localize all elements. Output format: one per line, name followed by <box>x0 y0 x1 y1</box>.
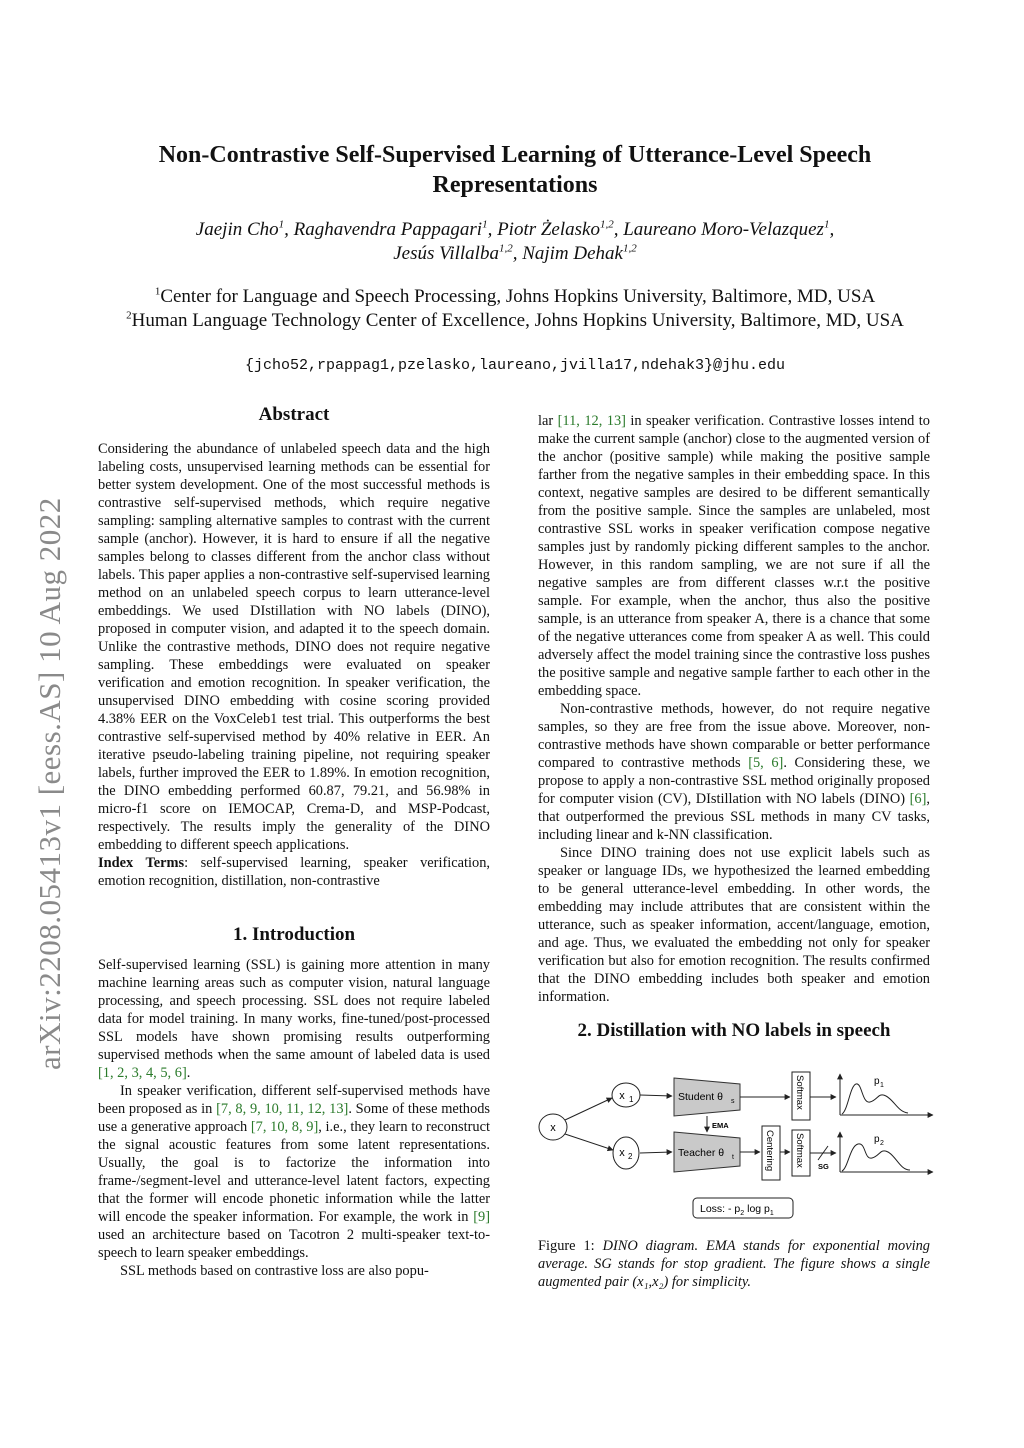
section-1-heading: 1. Introduction <box>232 924 356 945</box>
paragraph: Self-supervised learning (SSL) is gaining more attention in many machine learning areas such as computer vision, natural language processing, and speech processing. SSL does not require labeled data for model training. In many works, fine-tuned/post-processed SSL models have shown promising results outperforming supervised methods when the same amount of labeled data is used [1, 2, 3, 4, 5, 6]. <box>98 957 490 1081</box>
x1-node <box>612 1083 640 1107</box>
paragraph: Non-contrastive methods, however, do not require negative samples, so they are free from the issue above. Moreover, non-contrastive methods have shown comparable or better performance compared to contrastive methods [5, 6]. Considering these, we propose to apply a non-contrastive SSL method originally proposed for computer vision (CV), DIstillation with NO labels (DINO) [6], that outperformed the previous SSL methods in many CV tasks, including linear and k-NN classification. <box>538 701 931 843</box>
dino-diagram <box>538 1060 938 1230</box>
svg-text:2: 2 <box>628 1152 633 1161</box>
affiliation-2: $^2$Human Language Technology Center of Excellence, Johns Hopkins University, Baltimore, MD, USA <box>126 309 904 331</box>
p1-label: p <box>874 1076 880 1087</box>
svg-text:Softmax: Softmax <box>794 1075 805 1110</box>
citation-link[interactable]: [7, 10, 8, 9] <box>250 1119 319 1135</box>
paragraph: lar [11, 12, 13] in speaker verification. Contrastive losses intend to make the current sample (anchor) close to the augmented version of the anchor (positive sample) while making the positive sample farther from the negative samples in their embedding space. In this context, negative samples are desired to be different semantically from the positive sample. Since the samples are unlabeled, most contrastive SSL works in speaker verification compose negative samples just by randomly picking different samples to the anchor. However, in this random sampling, we are not sure if all the negative samples are from different classes w.r.t the positive sample. For example, when the anchor, thus also the positive sample, is an utterance from speaker A, there is a chance that some of the negative utterances come from speaker A as well. This could adversely affect the model training since the contrastive loss pushes the positive sample and negative sample farther to each other in the embedding space. <box>538 413 930 699</box>
svg-text:1: 1 <box>880 1082 884 1089</box>
citation-link[interactable]: [1, 2, 3, 4, 5, 6] <box>98 1065 187 1081</box>
paper-title: Non-Contrastive Self-Supervised Learning of Utterance-Level Speech Representations <box>158 142 872 198</box>
input-x-label: x <box>550 1122 556 1134</box>
author-affiliation: 1,2 <box>599 218 614 231</box>
author-affiliation: 1 <box>278 218 285 231</box>
citation-link[interactable]: [9] <box>473 1209 490 1225</box>
arxiv-stamp: arXiv:2208.05413v1 [eess.AS] 10 Aug 2022 <box>32 497 67 1070</box>
citation-link[interactable]: [11, 12, 13] <box>557 413 626 429</box>
author-emails: {jcho52,rpappag1,pzelasko,laureano,jvilla17,ndehak3}@jhu.edu <box>244 357 786 374</box>
author-name: Piotr Żelasko <box>497 219 600 240</box>
author-name: Raghavendra Pappagari <box>293 219 483 240</box>
sg-label: SG <box>818 1162 829 1171</box>
author-name: Jaejin Cho <box>195 219 279 240</box>
paragraph: In speaker verification, different self-supervised methods have been proposed as in [7, 8, 9, 10, 11, 12, 13]. Some of these methods use a generative approach [7, 10, 8, 9], i.e., they learn to reconstruct the signal acoustic features from some latent representations. Usually, the goal is to factorize the information into frame-/segment-level and utterance-level latent factors, expecting that the former will encode phonetic information while the latter will encode the speaker information. For example, the work in [9] used an architecture based on Tacotron 2 multi-speaker text-to-speech to learn speaker embeddings. <box>98 1083 490 1261</box>
author-affiliation: 1 <box>823 218 830 231</box>
author-affiliation: 1,2 <box>498 242 513 255</box>
ema-label: EMA <box>712 1121 729 1130</box>
paragraph: Since DINO training does not use explicit labels such as speaker or language IDs, we hypothesized the learned embedding to be general utterance-level embedding. In other words, the embedding may include attributes that are consistent within the utterance, such as speaker information, accent/language, emotion, and age. Thus, we evaluated the embedding not only for speaker verification but also for emotion recognition. The results confirmed that the DINO embedding includes both speaker and emotion information. <box>538 845 930 1005</box>
x2-node <box>613 1137 639 1169</box>
svg-text:Teacher θ: Teacher θ <box>678 1147 725 1159</box>
paragraph: SSL methods based on contrastive loss are also popu- <box>120 1263 429 1279</box>
author-affiliation: 1,2 <box>623 242 637 255</box>
svg-text:Centering: Centering <box>764 1130 775 1172</box>
abstract-text: Considering the abundance of unlabeled speech data and the high labeling costs, unsupervised learning methods can be essential for better system development. One of the most successful methods is contrastive self-supervised methods, which require negative sampling: sampling alternative samples to contrast with the current sample (anchor). However, it is hard to ensure if all the negative samples belong to classes different from the anchor class without labels. This paper applies a non-contrastive self-supervised learning method on an unlabeled speech corpus to learn utterance-level embeddings. We used DIstillation with NO labels (DINO), proposed in computer vision, and adapted it to the speech domain. Unlike the contrastive methods, DINO does not require negative sampling. These embeddings were evaluated on speaker verification and emotion recognition. In speaker verification, the unsupervised DINO embedding with cosine scoring provided 4.38% EER on the VoxCeleb1 test trial. This outperforms the best contrastive self-supervised method by 40% relative in EER. An iterative pseudo-labeling training pipeline, not requiring speaker labels, further improved the EER to 1.89%. In emotion recognition, the DINO embedding performed 60.87, 79.21, and 56.98% in micro-f1 score on IEMOCAP, Crema-D, and MSP-Podcast, respectively. The results imply the generality of the DINO embedding to different speech applications. <box>98 441 490 853</box>
arrow-x-to-x1 <box>565 1098 612 1120</box>
p2-label: p <box>874 1134 880 1145</box>
arrow-x-to-x2 <box>565 1134 613 1150</box>
citation-link[interactable]: [6] <box>909 791 927 807</box>
right-column-body <box>538 412 930 1006</box>
arrow-x2-to-teacher <box>640 1152 672 1153</box>
index-terms: Index Terms: self-supervised learning, speaker verification, emotion recognition, distillation, non-contrastive <box>98 855 490 889</box>
abstract-heading: Abstract <box>258 404 330 425</box>
author-name: Jesús Villalba <box>393 243 499 264</box>
author-name: Najim Dehak <box>522 243 623 264</box>
svg-text:t: t <box>732 1154 734 1161</box>
svg-text:Softmax: Softmax <box>794 1133 805 1168</box>
author-name: Laureano Moro-Velazquez <box>623 219 824 240</box>
p1-curve <box>842 1084 908 1114</box>
citation-link[interactable]: [5, 6] <box>748 755 784 771</box>
svg-text:x: x <box>619 1090 625 1102</box>
author-affiliation: 1 <box>482 218 488 231</box>
introduction-body <box>98 956 490 1280</box>
affiliations <box>100 285 930 333</box>
svg-text:2: 2 <box>880 1140 884 1147</box>
loss-label: Loss: - $p_2$ $\log p_1$ <box>700 1203 774 1217</box>
affiliation-1: $^1$Center for Language and Speech Processing, Johns Hopkins University, Baltimore, MD, USA <box>154 285 876 307</box>
figure-caption: Figure 1: DINO diagram. EMA stands for exponential moving average. SG stands for stop gradient. The figure shows a single augmented pair (x₁,x₂) for simplicity. <box>538 1238 930 1290</box>
svg-text:Student θ: Student θ <box>678 1091 723 1103</box>
section-2-heading: 2. Distillation with NO labels in speech <box>577 1020 891 1041</box>
svg-text:s: s <box>731 1098 735 1105</box>
abstract-body <box>98 440 490 890</box>
author-list: Jaejin Cho$^1$, Raghavendra Pappagari$^1$, Piotr Żelasko$^{1,2}$, Laureano Moro-Velazquez$^1$, Jesús Villalba$^{1,2}$, Najim Dehak$^{1,2}$ <box>195 218 835 264</box>
svg-text:x: x <box>619 1147 625 1159</box>
svg-text:1: 1 <box>629 1095 634 1104</box>
arrow-x1-to-student <box>640 1095 672 1096</box>
p2-curve <box>842 1144 910 1171</box>
citation-link[interactable]: [7, 8, 9, 10, 11, 12, 13] <box>216 1101 349 1117</box>
